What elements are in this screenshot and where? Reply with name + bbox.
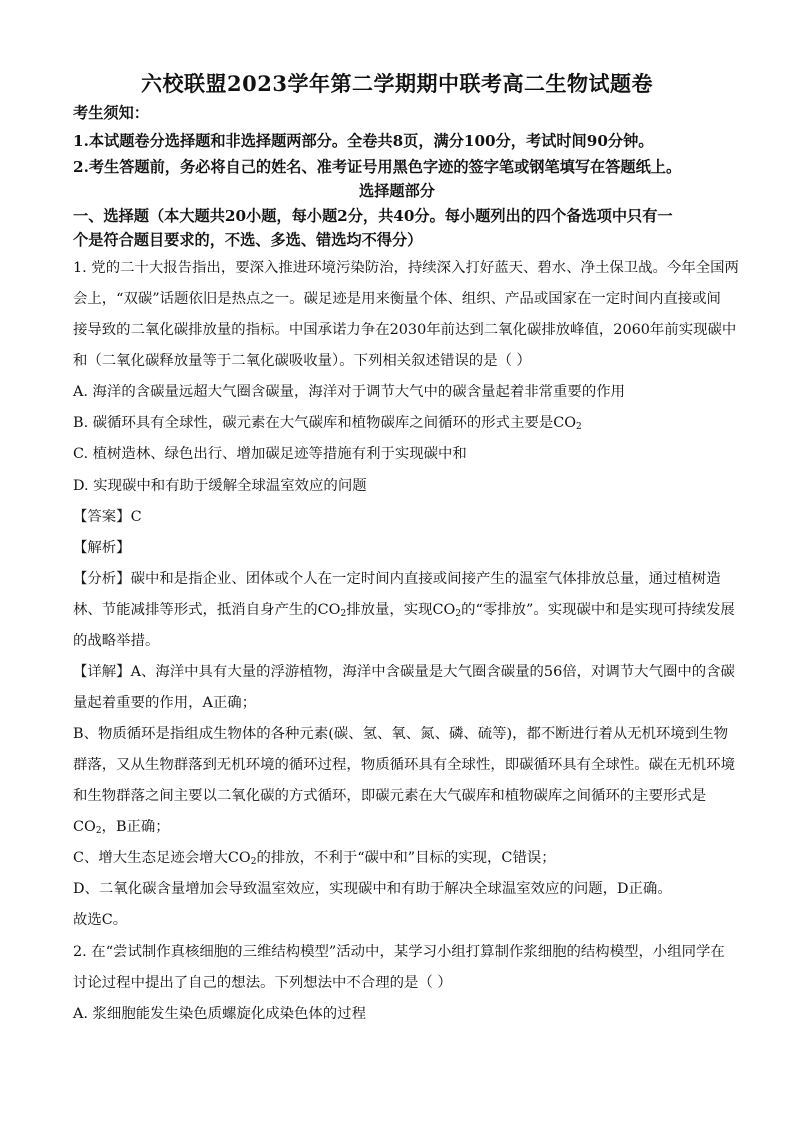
q1-detail-line-1: 【详解】A、海洋中具有大量的浮游植物，海洋中含碳量是大气圈含碳量的56倍，对调节大气圈中的含碳 (73, 664, 735, 680)
section-title: 选择题部分 (359, 182, 435, 200)
q1-stem-line-4: 和（二氧化碳释放量等于二氧化碳吸收量）。下列相关叙述错误的是（ ） (73, 353, 531, 369)
notice-heading: 考生须知： (73, 104, 149, 122)
section-instruction-line-2: 个是符合题目要求的，不选、多选、错选均不得分） (73, 231, 423, 249)
notice-item-1: 1.本试题卷分选择题和非选择题两部分。全卷共8页，满分100分，考试时间90分钟。 (73, 132, 654, 150)
q1-detail-line-3: B、物质循环是指组成生物体的各种元素(碳、氢、氧、氮、磷、硫等)，都不断进行着从无机环境到生物 (73, 726, 728, 742)
exam-title: 六校联盟2023学年第二学期期中联考高二生物试题卷 (141, 71, 653, 96)
q1-analysis-tag: 【解析】 (73, 540, 131, 556)
q1-detail-line-7: C、增大生态足迹会增大$CO_2$的排放，不利于“碳中和”目标的实现，C错误； (73, 850, 556, 867)
q1-detail-line-4: 群落，又从生物群落到无机环境的循环过程，物质循环具有全球性，即碳循环具有全球性。碳在无机环境 (73, 757, 735, 773)
q2-stem-line-2: 讨论过程中提出了自己的想法。下列想法中不合理的是（ ） (73, 975, 452, 991)
q1-fenxi-line-2: 林、节能减排等形式，抵消自身产生的$CO_2$排放量，实现$CO_2$的“零排放”。实现碳中和是实现可持续发展 (73, 602, 735, 619)
section-instruction-line-1: 一、选择题（本大题共20小题，每小题2分，共40分。每小题列出的四个备选项中只有一 (73, 207, 673, 225)
q2-option-a: A. 浆细胞能发生染色质螺旋化成染色体的过程 (73, 1006, 366, 1022)
q1-answer: 【答案】C (73, 509, 142, 525)
q1-conclusion: 故选C。 (73, 912, 128, 928)
q1-option-d: D. 实现碳中和有助于缓解全球温室效应的问题 (73, 478, 367, 494)
q2-stem-line-1: 2. 在“尝试制作真核细胞的三维结构模型”活动中，某学习小组打算制作浆细胞的结构模型，小组同学在 (73, 944, 725, 960)
q1-detail-line-2: 量起着重要的作用，A正确； (73, 695, 257, 711)
q1-stem-line-2: 会上，“双碳”话题依旧是热点之一。碳足迹是用来衡量个体、组织、产品或国家在一定时间内直接或间 (73, 291, 721, 307)
q1-option-a: A. 海洋的含碳量远超大气圈含碳量，海洋对于调节大气中的碳含量起着非常重要的作用 (73, 384, 625, 400)
notice-item-2: 2.考生答题前，务必将自己的姓名、准考证号用黑色字迹的签字笔或钢笔填写在答题纸上。 (73, 158, 682, 176)
q1-detail-line-8: D、二氧化碳含量增加会导致温室效应，实现碳中和有助于解决全球温室效应的问题，D正确。 (73, 881, 672, 897)
q1-fenxi-line-1: 【分析】碳中和是指企业、团体或个人在一定时间内直接或间接产生的温室气体排放总量，通过植树造 (73, 571, 721, 587)
q1-stem-line-3: 接导致的二氧化碳排放量的指标。中国承诺力争在2030年前达到二氧化碳排放峰值，2060年前实现碳中 (73, 322, 737, 338)
q1-option-b: B. 碳循环具有全球性，碳元素在大气碳库和植物碳库之间循环的形式主要是$CO_2$ (73, 415, 582, 432)
q1-stem-line-1: 1. 党的二十大报告指出，要深入推进环境污染防治，持续深入打好蓝天、碧水、净土保卫战。今年全国两 (73, 260, 739, 276)
q1-fenxi-line-3: 的战略举措。 (73, 633, 160, 649)
q1-detail-line-6: $CO_2$，B正确； (73, 819, 170, 836)
q1-detail-line-5: 和生物群落之间主要以二氧化碳的方式循环，即碳元素在大气碳库和植物碳库之间循环的主要形式是 (73, 788, 707, 804)
q1-option-c: C. 植树造林、绿色出行、增加碳足迹等措施有利于实现碳中和 (73, 446, 467, 462)
